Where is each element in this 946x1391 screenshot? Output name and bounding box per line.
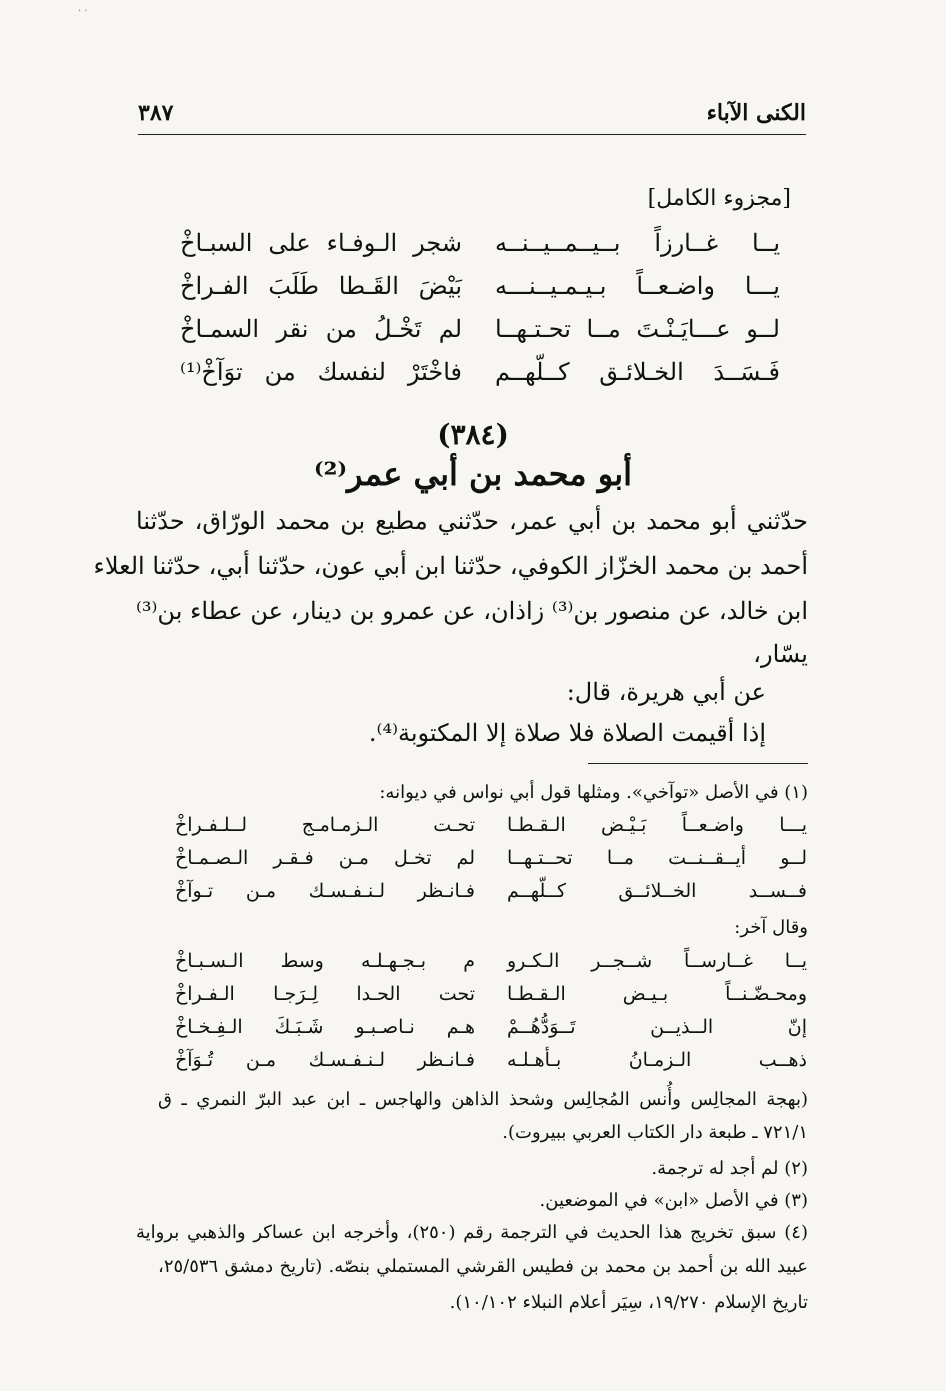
- verse-4: [180, 358, 780, 400]
- hemistich-second: شجر الـوفـاء على السبـاخْ: [180, 229, 462, 257]
- footnote-2: (٢) لم أجد له ترجمة.: [651, 1158, 808, 1179]
- running-title: الكنى الآباء: [706, 100, 806, 126]
- footnote-4-line: عبيد الله بن أحمد بن محمد بن فطيس القرشي المستملي بنصّه. (تاريخ دمشق ٢٥/٥٣٦،: [158, 1256, 808, 1277]
- page-header: [138, 100, 806, 135]
- body-line: يسّار،: [753, 640, 808, 668]
- verse-1: [180, 229, 780, 271]
- footnote-verse: [175, 950, 807, 980]
- hemistich-second: فـانـظر لـنـفـسـك مـن تـوآخْ: [175, 880, 475, 902]
- hemistich-first: فَـسَــدَ الخـلائـق كــلّهــم: [495, 358, 780, 386]
- hemistich-second: م بـجـهـلـه وسط الـسـبـاخْ: [175, 950, 475, 972]
- footnote-verse: [175, 847, 807, 877]
- hemistich-first: إنّ الــذيــن تَــوَدُّهُــمْ: [507, 1016, 807, 1038]
- hemistich-first: يــا غــارزاً بــيــمــيــنــه: [495, 229, 780, 257]
- footnote-verse: [175, 1016, 807, 1046]
- footnote-verse: [175, 1049, 807, 1079]
- hemistich-second: فـانـظر لـنـفـسـك مـن تُـوَآخْ: [175, 1049, 475, 1071]
- footnote-1-source: (بهجة المجالِس وأُنس المُجالِس وشحذ الذاهن والهاجس ـ ابن عبد البرّ النمري ـ ق: [158, 1089, 808, 1110]
- footnote-3: (٣) في الأصل «ابن» في الموضعين.: [539, 1190, 808, 1211]
- footnote-verse: [175, 814, 807, 844]
- entry-number: (٣٨٤): [437, 418, 509, 451]
- footnote-1-other: وقال آخر:: [734, 917, 808, 938]
- footnote-1-source: ٧٢١/١ ـ طبعة دار الكتاب العربي ببيروت).: [502, 1122, 808, 1143]
- footnote-4-line: (٤) سبق تخريج هذا الحديث في الترجمة رقم (٢٥٠)، وأخرجه ابن عساكر والذهبي برواية: [136, 1222, 808, 1243]
- hemistich-second: لم تخـل مـن فـقـر الـصـمـاخْ: [175, 847, 475, 869]
- verse-3: [180, 315, 780, 357]
- footnote-verse: [175, 880, 807, 910]
- footnote-verse: [175, 983, 807, 1013]
- hemistich-first: يـــا واضـعــاً بَـيْـض الـقـطـا: [507, 814, 807, 836]
- footnote-separator: [588, 763, 808, 764]
- hemistich-second: هـم نـاصـبـو شَـبَـكَ الـفِـخـاخْ: [175, 1016, 475, 1038]
- hadith-text: إذا أقيمت الصلاة فلا صلاة إلا المكتوبة⁽⁴⁾.: [368, 719, 766, 747]
- verse-2: [180, 272, 780, 314]
- footnote-1-intro: (١) في الأصل «توآخي». ومثلها قول أبي نواس في ديوانه:: [379, 782, 808, 803]
- hadith-line: عن أبي هريرة، قال:: [566, 678, 766, 706]
- hemistich-first: لــو أيــقــنــت مــا تحــتـهــا: [507, 847, 807, 869]
- hemistich-first: يـــا واضـعــاً بـيـمـيــنـــه: [495, 272, 780, 300]
- hemistich-second: تحـت الـزمـامـج لــلـفـراخْ: [175, 814, 475, 836]
- hemistich-first: لــو عـــايَـنْـتَ مــا تحـتـهــا: [495, 315, 780, 343]
- corner-mark: · ·: [78, 6, 88, 17]
- footnote-4-line: تاريخ الإسلام ١٩/٢٧٠، سِيَر أعلام النبلاء ١٠/١٠٢).: [449, 1292, 808, 1313]
- hemistich-second: بَيْضَ القَـطا طَلَبَ الفـراخْ: [180, 272, 462, 300]
- hemistich-second: تحت الحـدا لِـرَجـا الـفـراخْ: [175, 983, 475, 1005]
- hemistich-first: يــا غــارســاً شــجــر الـكـرو: [507, 950, 807, 972]
- hemistich-first: فــســد الخــلائــق كــلّهــم: [507, 880, 807, 902]
- hemistich-first: ومحـضّـنــاً بـيـض الـقـطـا: [507, 983, 807, 1005]
- hemistich-first: ذهــب الـزمـانُ بـأهـلـه: [507, 1049, 807, 1071]
- body-line: ابن خالد، عن منصور بن⁽³⁾ زاذان، عن عمرو بن دينار، عن عطاء بن⁽³⁾: [136, 597, 808, 625]
- hemistich-second: لم تَخْـلُ من نقر السمـاخْ: [180, 315, 462, 343]
- poem-meter: [مجزوء الكامل]: [647, 186, 791, 211]
- page-number: ٣٨٧: [138, 100, 174, 126]
- body-line: أحمد بن محمد الخزّاز الكوفي، حدّثنا ابن أبي عون، حدّثنا أبي، حدّثنا العلاء: [93, 552, 808, 580]
- hemistich-second: فاخْتَرْ لنفسك من توَآخْ⁽¹⁾: [180, 358, 462, 386]
- entry-title: أبو محمد بن أبي عمر⁽²⁾: [313, 455, 633, 493]
- body-line: حدّثني أبو محمد بن أبي عمر، حدّثني مطيع بن محمد الورّاق، حدّثنا: [136, 507, 809, 535]
